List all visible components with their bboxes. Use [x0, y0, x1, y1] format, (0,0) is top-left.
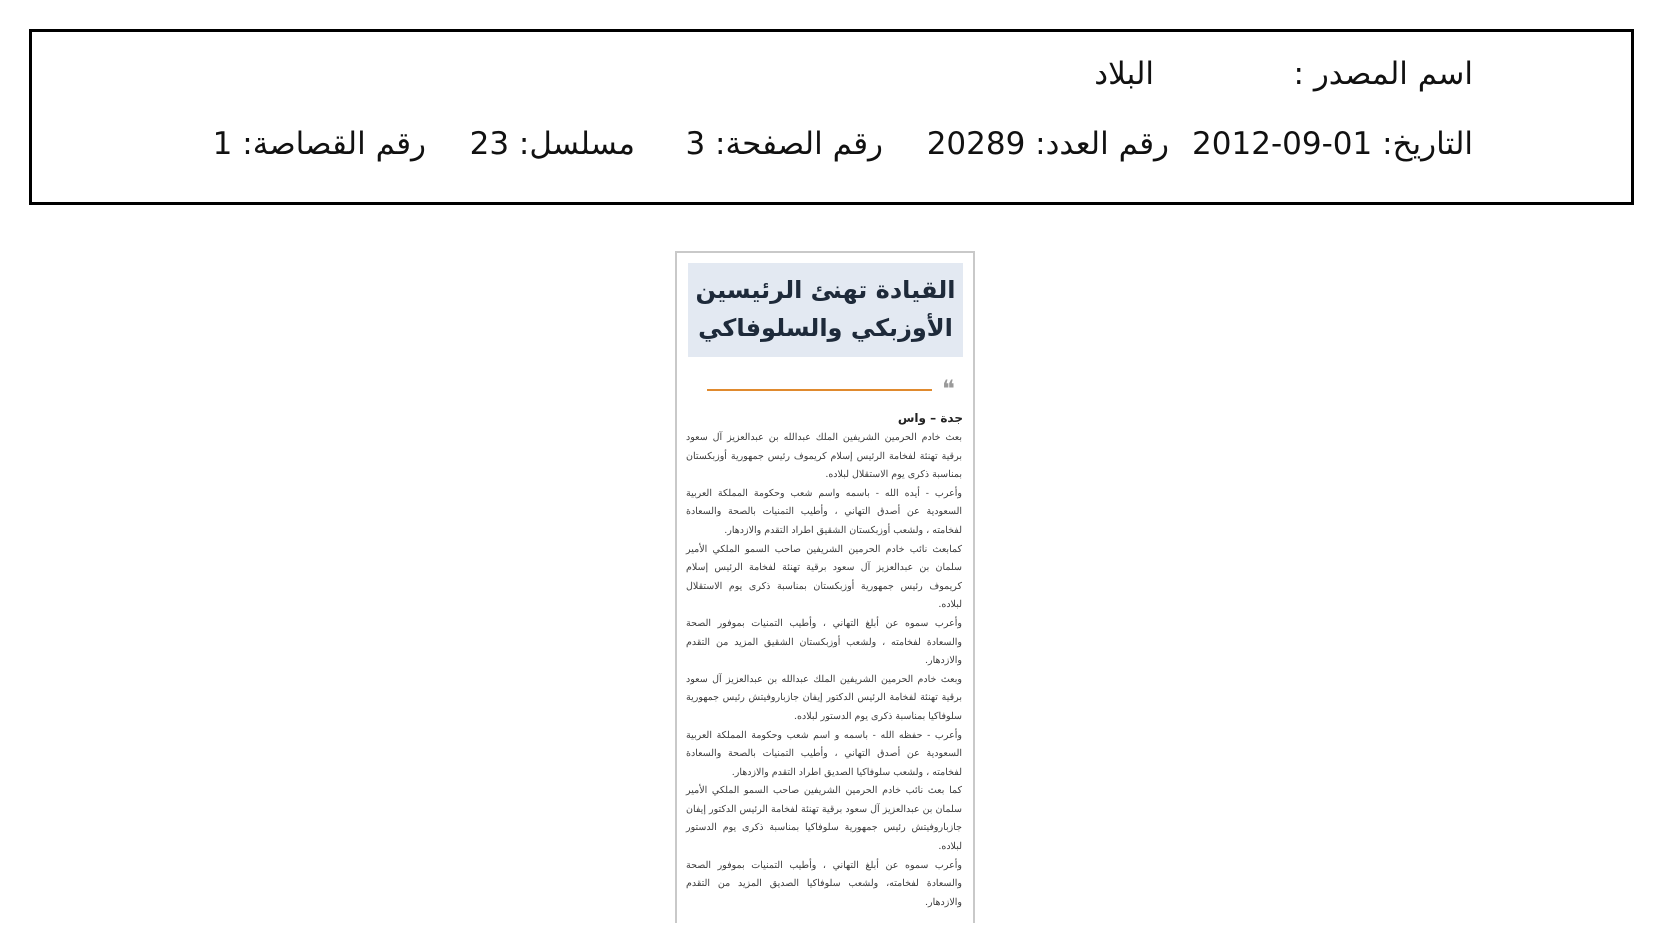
source-info-box: [29, 29, 1634, 205]
clip-number-field: رقم القصاصة: 1: [212, 126, 426, 162]
quote-mark-icon: ❝: [942, 375, 955, 403]
page-number-field: رقم الصفحة: 3: [685, 126, 883, 162]
serial-field: مسلسل: 23: [469, 126, 635, 162]
headline-line-1: القيادة تهنئ الرئيسين: [695, 276, 956, 304]
issue-number-field: رقم العدد: 20289: [926, 126, 1169, 162]
article-paragraph: وأعرب - أيده الله - باسمه واسم شعب وحكومة المملكة العربية السعودية عن أصدق التهاني ، وأطيب التمنيات بالصحة والسعادة لفخامته ، ولشعب أوزبكستان الشقيق اطراد التقدم والازدهار.: [686, 487, 962, 536]
article-paragraph: وأعرب سموه عن أبلغ التهاني ، وأطيب التمنيات بموفور الصحة والسعادة لفخامته ، ولشعب أوزبكستان الشقيق المزيد من التقدم والازدهار.: [686, 617, 962, 667]
article-body: [686, 429, 962, 912]
article-paragraph: وأعرب - حفظه الله - باسمه و اسم شعب وحكومة المملكة العربية السعودية عن أصدق التهاني ، وأطيب التمنيات بالصحة والسعادة لفخامته ، ولشعب سلوفاكيا الصديق اطراد التقدم والازدهار.: [686, 729, 962, 778]
article-paragraph: وأعرب سموه عن أبلغ التهاني ، وأطيب التمنيات بموفور الصحة والسعادة لفخامته، ولشعب سلوفاكيا الصديق المزيد من التقدم والازدهار.: [686, 859, 962, 908]
dateline: جدة – واس: [897, 411, 963, 425]
article-paragraph: بعث خادم الحرمين الشريفين الملك عبدالله بن عبدالعزيز آل سعود برقية تهنئة لفخامة الرئيس إسلام كريموف رئيس جمهورية أوزبكستان بمناسبة ذكرى يوم الاستقلال لبلاده.: [686, 432, 962, 481]
article-paragraph: وبعث خادم الحرمين الشريفين الملك عبدالله بن عبدالعزيز آل سعود برقية تهنئة لفخامة الرئيس الدكتور إيفان جازباروفيتش رئيس جمهورية سلوفاكيا بمناسبة ذكرى يوم الدستور لبلاده.: [686, 673, 962, 722]
orange-divider: [707, 389, 932, 391]
newspaper-clipping: [675, 251, 975, 923]
article-paragraph: كمابعث نائب خادم الحرمين الشريفين صاحب السمو الملكي الأمير سلمان بن عبدالعزيز آل سعود برقية تهنئة لفخامة الرئيس إسلام كريموف رئيس جمهورية أوزبكستان بمناسبة ذكرى يوم الاستقلال لبلاده.: [686, 543, 962, 611]
headline-box: [688, 263, 963, 357]
headline-line-2: الأوزبكي والسلوفاكي: [698, 314, 953, 342]
article-paragraph: كما بعث نائب خادم الحرمين الشريفين صاحب السمو الملكي الأمير سلمان بن عبدالعزيز آل سعود برقية تهنئة لفخامة الرئيس الدكتور إيفان جازباروفيتش رئيس جمهورية سلوفاكيا بمناسبة ذكرى يوم الدستور لبلاده.: [686, 785, 962, 853]
source-label: اسم المصدر :: [1293, 56, 1473, 92]
source-value: البلاد: [1094, 56, 1154, 92]
date-field: التاريخ: 01-09-2012: [1192, 126, 1473, 162]
